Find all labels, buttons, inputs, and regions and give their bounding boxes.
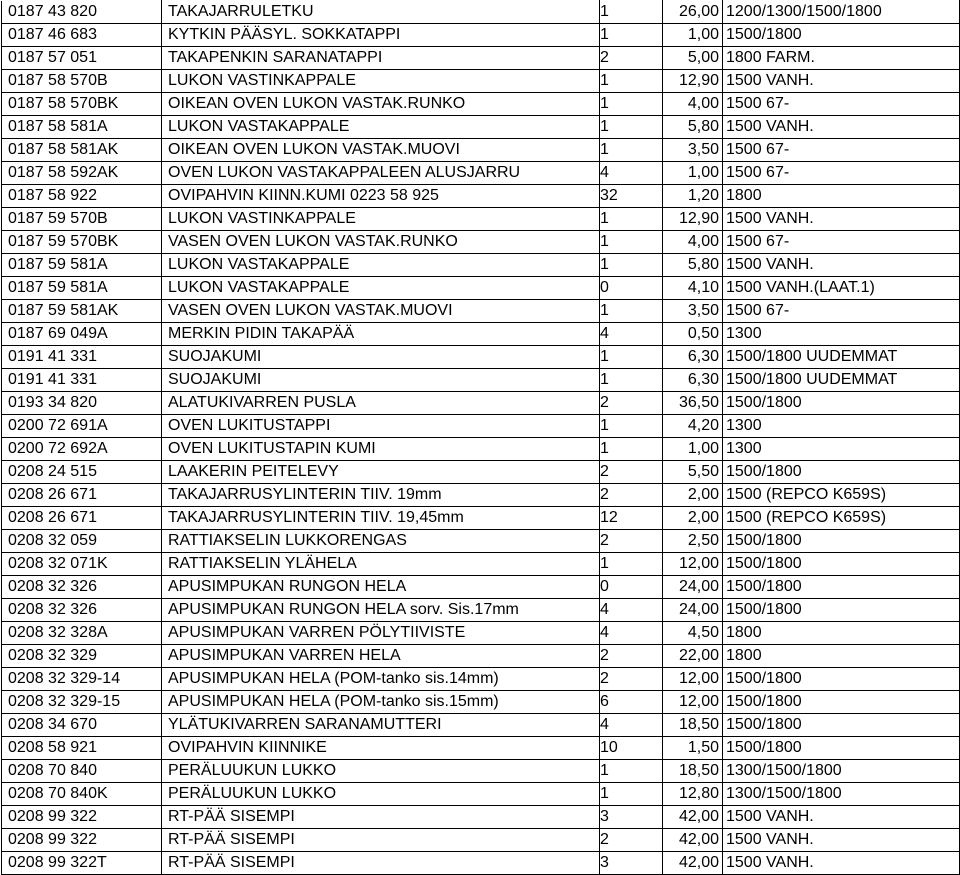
price-cell: 4,00 — [663, 93, 723, 116]
part-number-cell: 0208 99 322 — [2, 806, 162, 829]
model-note-cell: 1200/1300/1500/1800 — [723, 1, 960, 24]
part-name-cell: PERÄLUUKUN LUKKO — [162, 783, 600, 806]
price-cell: 3,50 — [663, 139, 723, 162]
table-row — [2, 714, 960, 737]
part-number-cell: 0187 59 581A — [2, 277, 162, 300]
table-row — [2, 277, 960, 300]
part-name-cell: OVEN LUKON VASTAKAPPALEEN ALUSJARRU — [162, 162, 600, 185]
table-row — [2, 599, 960, 622]
table-row — [2, 369, 960, 392]
model-note-cell: 1500 VANH. — [723, 806, 960, 829]
part-name-cell: LUKON VASTAKAPPALE — [162, 254, 600, 277]
part-number-cell: 0187 58 581AK — [2, 139, 162, 162]
model-note-cell: 1500/1800 — [723, 392, 960, 415]
table-row — [2, 346, 960, 369]
quantity-cell: 1 — [600, 93, 663, 116]
quantity-cell: 4 — [600, 162, 663, 185]
price-cell: 12,90 — [663, 208, 723, 231]
part-name-cell: OVEN LUKITUSTAPIN KUMI — [162, 438, 600, 461]
quantity-cell: 1 — [600, 70, 663, 93]
table-row — [2, 208, 960, 231]
part-name-cell: LAAKERIN PEITELEVY — [162, 461, 600, 484]
price-cell: 42,00 — [663, 852, 723, 875]
part-number-cell: 0187 58 922 — [2, 185, 162, 208]
price-cell: 4,50 — [663, 622, 723, 645]
quantity-cell: 1 — [600, 231, 663, 254]
part-number-cell: 0187 58 592AK — [2, 162, 162, 185]
part-number-cell: 0193 34 820 — [2, 392, 162, 415]
part-name-cell: LUKON VASTINKAPPALE — [162, 70, 600, 93]
model-note-cell: 1500 VANH. — [723, 208, 960, 231]
part-name-cell: RATTIAKSELIN LUKKORENGAS — [162, 530, 600, 553]
model-note-cell: 1300 — [723, 415, 960, 438]
model-note-cell: 1500/1800 — [723, 530, 960, 553]
part-number-cell: 0208 32 328A — [2, 622, 162, 645]
part-name-cell: APUSIMPUKAN RUNGON HELA — [162, 576, 600, 599]
price-cell: 12,00 — [663, 691, 723, 714]
table-row — [2, 70, 960, 93]
part-name-cell: SUOJAKUMI — [162, 346, 600, 369]
part-name-cell: RATTIAKSELIN YLÄHELA — [162, 553, 600, 576]
quantity-cell: 1 — [600, 783, 663, 806]
quantity-cell: 1 — [600, 760, 663, 783]
part-number-cell: 0187 59 581A — [2, 254, 162, 277]
table-row — [2, 47, 960, 70]
part-name-cell: MERKIN PIDIN TAKAPÄÄ — [162, 323, 600, 346]
part-name-cell: RT-PÄÄ SISEMPI — [162, 806, 600, 829]
part-number-cell: 0208 32 059 — [2, 530, 162, 553]
model-note-cell: 1500 (REPCO K659S) — [723, 484, 960, 507]
part-number-cell: 0187 58 570B — [2, 70, 162, 93]
part-number-cell: 0187 58 570BK — [2, 93, 162, 116]
price-cell: 5,00 — [663, 47, 723, 70]
part-number-cell: 0208 32 071K — [2, 553, 162, 576]
part-number-cell: 0187 59 570BK — [2, 231, 162, 254]
quantity-cell: 2 — [600, 668, 663, 691]
part-name-cell: LUKON VASTAKAPPALE — [162, 277, 600, 300]
part-number-cell: 0187 59 581AK — [2, 300, 162, 323]
price-cell: 12,00 — [663, 668, 723, 691]
quantity-cell: 0 — [600, 277, 663, 300]
table-row — [2, 645, 960, 668]
quantity-cell: 2 — [600, 392, 663, 415]
model-note-cell: 1300/1500/1800 — [723, 783, 960, 806]
table-row — [2, 323, 960, 346]
quantity-cell: 4 — [600, 622, 663, 645]
model-note-cell: 1500 67- — [723, 231, 960, 254]
part-name-cell: KYTKIN PÄÄSYL. SOKKATAPPI — [162, 24, 600, 47]
quantity-cell: 2 — [600, 530, 663, 553]
price-cell: 24,00 — [663, 599, 723, 622]
part-number-cell: 0191 41 331 — [2, 346, 162, 369]
part-name-cell: SUOJAKUMI — [162, 369, 600, 392]
part-name-cell: APUSIMPUKAN HELA (POM-tanko sis.14mm) — [162, 668, 600, 691]
price-cell: 36,50 — [663, 392, 723, 415]
part-name-cell: VASEN OVEN LUKON VASTAK.MUOVI — [162, 300, 600, 323]
quantity-cell: 1 — [600, 139, 663, 162]
price-cell: 2,00 — [663, 484, 723, 507]
model-note-cell: 1500 VANH. — [723, 70, 960, 93]
quantity-cell: 12 — [600, 507, 663, 530]
price-cell: 4,00 — [663, 231, 723, 254]
table-row — [2, 530, 960, 553]
model-note-cell: 1300 — [723, 323, 960, 346]
quantity-cell: 1 — [600, 254, 663, 277]
quantity-cell: 1 — [600, 1, 663, 24]
price-cell: 1,50 — [663, 737, 723, 760]
table-row — [2, 162, 960, 185]
part-number-cell: 0208 70 840K — [2, 783, 162, 806]
model-note-cell: 1800 FARM. — [723, 47, 960, 70]
table-row — [2, 553, 960, 576]
part-number-cell: 0200 72 692A — [2, 438, 162, 461]
quantity-cell: 1 — [600, 24, 663, 47]
quantity-cell: 2 — [600, 484, 663, 507]
part-number-cell: 0208 32 329 — [2, 645, 162, 668]
model-note-cell: 1500/1800 — [723, 668, 960, 691]
table-row — [2, 1, 960, 24]
price-cell: 2,00 — [663, 507, 723, 530]
table-row — [2, 576, 960, 599]
part-name-cell: LUKON VASTAKAPPALE — [162, 116, 600, 139]
price-cell: 42,00 — [663, 806, 723, 829]
part-number-cell: 0187 58 581A — [2, 116, 162, 139]
model-note-cell: 1500 67- — [723, 162, 960, 185]
quantity-cell: 1 — [600, 438, 663, 461]
quantity-cell: 6 — [600, 691, 663, 714]
part-number-cell: 0200 72 691A — [2, 415, 162, 438]
model-note-cell: 1500/1800 — [723, 576, 960, 599]
part-name-cell: OVEN LUKITUSTAPPI — [162, 415, 600, 438]
quantity-cell: 3 — [600, 852, 663, 875]
quantity-cell: 1 — [600, 300, 663, 323]
table-row — [2, 484, 960, 507]
part-name-cell: LUKON VASTINKAPPALE — [162, 208, 600, 231]
price-cell: 24,00 — [663, 576, 723, 599]
model-note-cell: 1500/1800 — [723, 24, 960, 47]
price-cell: 6,30 — [663, 346, 723, 369]
table-row — [2, 254, 960, 277]
part-name-cell: OIKEAN OVEN LUKON VASTAK.RUNKO — [162, 93, 600, 116]
table-row — [2, 438, 960, 461]
model-note-cell: 1500 (REPCO K659S) — [723, 507, 960, 530]
part-number-cell: 0208 26 671 — [2, 484, 162, 507]
table-row — [2, 461, 960, 484]
price-cell: 18,50 — [663, 760, 723, 783]
table-row — [2, 185, 960, 208]
model-note-cell: 1800 — [723, 185, 960, 208]
table-row — [2, 139, 960, 162]
quantity-cell: 1 — [600, 415, 663, 438]
quantity-cell: 1 — [600, 208, 663, 231]
model-note-cell: 1500 67- — [723, 139, 960, 162]
part-name-cell: RT-PÄÄ SISEMPI — [162, 852, 600, 875]
part-number-cell: 0187 43 820 — [2, 1, 162, 24]
part-name-cell: APUSIMPUKAN RUNGON HELA sorv. Sis.17mm — [162, 599, 600, 622]
quantity-cell: 1 — [600, 116, 663, 139]
table-row — [2, 24, 960, 47]
table-row — [2, 622, 960, 645]
quantity-cell: 4 — [600, 714, 663, 737]
model-note-cell: 1500/1800 — [723, 599, 960, 622]
price-cell: 5,80 — [663, 254, 723, 277]
price-cell: 2,50 — [663, 530, 723, 553]
part-number-cell: 0187 57 051 — [2, 47, 162, 70]
price-cell: 22,00 — [663, 645, 723, 668]
price-cell: 0,50 — [663, 323, 723, 346]
part-name-cell: VASEN OVEN LUKON VASTAK.RUNKO — [162, 231, 600, 254]
part-name-cell: TAKAJARRUSYLINTERIN TIIV. 19,45mm — [162, 507, 600, 530]
model-note-cell: 1500/1800 — [723, 737, 960, 760]
quantity-cell: 10 — [600, 737, 663, 760]
part-name-cell: APUSIMPUKAN VARREN HELA — [162, 645, 600, 668]
part-number-cell: 0208 58 921 — [2, 737, 162, 760]
model-note-cell: 1800 — [723, 622, 960, 645]
model-note-cell: 1800 — [723, 645, 960, 668]
quantity-cell: 1 — [600, 369, 663, 392]
price-cell: 26,00 — [663, 1, 723, 24]
quantity-cell: 0 — [600, 576, 663, 599]
price-cell: 42,00 — [663, 829, 723, 852]
table-row — [2, 300, 960, 323]
model-note-cell: 1500 67- — [723, 93, 960, 116]
part-name-cell: YLÄTUKIVARREN SARANAMUTTERI — [162, 714, 600, 737]
model-note-cell: 1500/1800 UUDEMMAT — [723, 346, 960, 369]
model-note-cell: 1500 VANH. — [723, 116, 960, 139]
part-number-cell: 0208 26 671 — [2, 507, 162, 530]
price-cell: 5,80 — [663, 116, 723, 139]
model-note-cell: 1500 VANH. — [723, 254, 960, 277]
price-cell: 1,00 — [663, 162, 723, 185]
table-row — [2, 806, 960, 829]
quantity-cell: 1 — [600, 553, 663, 576]
table-row — [2, 415, 960, 438]
price-cell: 1,20 — [663, 185, 723, 208]
quantity-cell: 32 — [600, 185, 663, 208]
part-name-cell: OVIPAHVIN KIINNIKE — [162, 737, 600, 760]
part-name-cell: APUSIMPUKAN HELA (POM-tanko sis.15mm) — [162, 691, 600, 714]
price-cell: 12,00 — [663, 553, 723, 576]
part-name-cell: TAKAJARRULETKU — [162, 1, 600, 24]
parts-table — [1, 0, 960, 875]
price-cell: 1,00 — [663, 438, 723, 461]
part-name-cell: PERÄLUUKUN LUKKO — [162, 760, 600, 783]
model-note-cell: 1500 VANH.(LAAT.1) — [723, 277, 960, 300]
parts-table-body — [2, 1, 960, 875]
part-name-cell: APUSIMPUKAN VARREN PÖLYTIIVISTE — [162, 622, 600, 645]
part-name-cell: TAKAPENKIN SARANATAPPI — [162, 47, 600, 70]
table-row — [2, 93, 960, 116]
part-name-cell: RT-PÄÄ SISEMPI — [162, 829, 600, 852]
quantity-cell: 1 — [600, 346, 663, 369]
table-row — [2, 668, 960, 691]
part-name-cell: OIKEAN OVEN LUKON VASTAK.MUOVI — [162, 139, 600, 162]
quantity-cell: 4 — [600, 599, 663, 622]
part-number-cell: 0187 46 683 — [2, 24, 162, 47]
table-row — [2, 507, 960, 530]
model-note-cell: 1500 VANH. — [723, 829, 960, 852]
price-cell: 5,50 — [663, 461, 723, 484]
model-note-cell: 1300/1500/1800 — [723, 760, 960, 783]
price-cell: 1,00 — [663, 24, 723, 47]
price-cell: 4,20 — [663, 415, 723, 438]
part-number-cell: 0191 41 331 — [2, 369, 162, 392]
table-row — [2, 783, 960, 806]
quantity-cell: 3 — [600, 806, 663, 829]
table-row — [2, 852, 960, 875]
model-note-cell: 1500 VANH. — [723, 852, 960, 875]
model-note-cell: 1500/1800 — [723, 691, 960, 714]
table-row — [2, 737, 960, 760]
part-number-cell: 0187 69 049A — [2, 323, 162, 346]
price-cell: 4,10 — [663, 277, 723, 300]
quantity-cell: 4 — [600, 323, 663, 346]
part-number-cell: 0208 32 329-15 — [2, 691, 162, 714]
part-name-cell: TAKAJARRUSYLINTERIN TIIV. 19mm — [162, 484, 600, 507]
table-row — [2, 760, 960, 783]
model-note-cell: 1500/1800 — [723, 461, 960, 484]
table-row — [2, 829, 960, 852]
part-number-cell: 0208 99 322 — [2, 829, 162, 852]
part-number-cell: 0208 32 326 — [2, 576, 162, 599]
part-number-cell: 0208 99 322T — [2, 852, 162, 875]
table-row — [2, 691, 960, 714]
model-note-cell: 1500/1800 — [723, 714, 960, 737]
part-number-cell: 0208 34 670 — [2, 714, 162, 737]
part-name-cell: ALATUKIVARREN PUSLA — [162, 392, 600, 415]
price-cell: 18,50 — [663, 714, 723, 737]
quantity-cell: 2 — [600, 461, 663, 484]
table-row — [2, 231, 960, 254]
model-note-cell: 1500/1800 UUDEMMAT — [723, 369, 960, 392]
part-number-cell: 0208 70 840 — [2, 760, 162, 783]
quantity-cell: 2 — [600, 645, 663, 668]
part-name-cell: OVIPAHVIN KIINN.KUMI 0223 58 925 — [162, 185, 600, 208]
price-cell: 3,50 — [663, 300, 723, 323]
price-cell: 12,80 — [663, 783, 723, 806]
model-note-cell: 1500 67- — [723, 300, 960, 323]
part-number-cell: 0208 24 515 — [2, 461, 162, 484]
model-note-cell: 1500/1800 — [723, 553, 960, 576]
part-number-cell: 0187 59 570B — [2, 208, 162, 231]
quantity-cell: 2 — [600, 829, 663, 852]
part-number-cell: 0208 32 326 — [2, 599, 162, 622]
price-cell: 12,90 — [663, 70, 723, 93]
table-row — [2, 392, 960, 415]
price-cell: 6,30 — [663, 369, 723, 392]
model-note-cell: 1300 — [723, 438, 960, 461]
quantity-cell: 2 — [600, 47, 663, 70]
table-row — [2, 116, 960, 139]
part-number-cell: 0208 32 329-14 — [2, 668, 162, 691]
